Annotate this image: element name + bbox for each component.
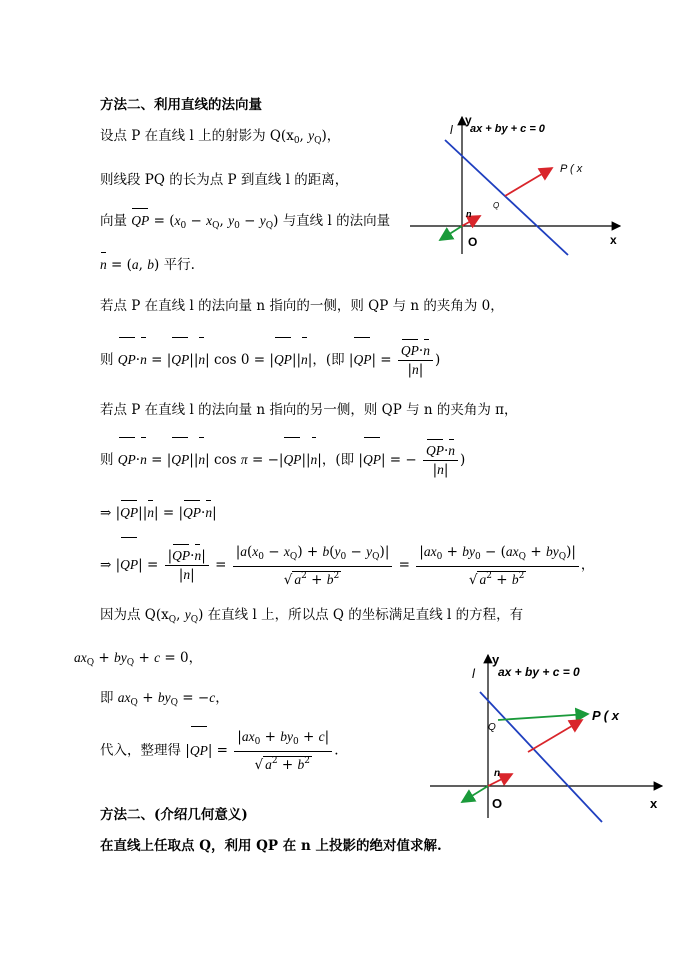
label-q-2: Q xyxy=(488,722,496,733)
label-p-2: P ( x xyxy=(592,708,619,723)
qp-green-arrow xyxy=(498,714,588,720)
section-heading-2: 方法二、(介绍几何意义) xyxy=(100,807,248,823)
label-x-2: x xyxy=(650,796,658,811)
text-projection: 设点 P 在直线 l 上的射影为 Q(x xyxy=(100,128,294,144)
label-y: y xyxy=(465,113,472,127)
label-l-2: l xyxy=(472,666,475,681)
formula-cospi: 则 QP·n = |QP||n| cos π = −|QP||n|，(即 |QP| = − $\frac{QP\cdot n}{|n|}$ ) xyxy=(100,440,465,480)
label-equation-2: ax + by + c = 0 xyxy=(498,665,580,679)
label-x: x xyxy=(610,233,617,247)
qp-arrow xyxy=(505,168,552,196)
paragraph-vector-qp: 向量 QP = ($x_0 - x_Q$, $y_0 - y_Q$) 与直线 l 的法向量 xyxy=(100,213,391,231)
paragraph-same-side: 若点 P 在直线 l 的法向量 n 指向的一侧，则 QP 与 n 的夹角为 0， xyxy=(100,298,504,314)
text-normal-vector: 与直线 l 的法向量 xyxy=(282,213,391,229)
section-heading-1: 方法二、利用直线的法向量 xyxy=(100,97,262,113)
diagram-1 xyxy=(410,112,635,262)
label-l: l xyxy=(450,123,453,137)
label-n-2: n xyxy=(494,768,501,779)
text-ji: 即 xyxy=(100,690,114,706)
label-p: P ( x xyxy=(560,163,583,175)
text-substitute: 代入，整理得 xyxy=(100,742,181,759)
paragraph-method-summary: 在直线上任取点 Q，利用 QP 在 n 上投影的绝对值求解. xyxy=(100,838,442,854)
label-q: Q xyxy=(493,201,500,210)
label-y-2: y xyxy=(492,652,500,667)
paragraph-parallel: n = (a, b) 平行. xyxy=(100,257,195,273)
text-satisfies: ) 在直线 l 上，所以点 Q 的坐标满足直线 l 的方程，有 xyxy=(198,607,524,623)
paragraph-projection: 设点 P 在直线 l 上的射影为 $Q(x_0$, $y_Q$)， xyxy=(100,128,341,146)
text-because: 因为点 Q(x xyxy=(100,607,169,623)
green-arrow xyxy=(440,226,462,240)
diagram-2 xyxy=(430,650,675,825)
text-vector: 向量 xyxy=(100,213,127,229)
qp-red-arrow xyxy=(528,720,582,752)
formula-final: 代入，整理得 |QP| = $\frac{|ax_0 + by_0 + c|}{√ a^2 + b^2}$ . xyxy=(100,729,339,773)
formula-line-eq-q: $ax_Q + by_Q + c = 0$， xyxy=(74,650,203,668)
line-l xyxy=(445,140,568,255)
formula-distance-derivation: ⇒ |QP| = $\frac{|QP\cdot n|}{|n|}$ = $\frac{|a(x_0 - x_Q) + b(y_0 - y_Q)|}{√ a^2 + b^2}$ = $\frac{|ax_0 + by_0 - (ax_Q + by_Q)|}{√ a^2 + b^2}$ ， xyxy=(100,540,594,590)
paragraph-q-on-line: 因为点 $Q(x_Q$, $y_Q$) 在直线 l 上，所以点 Q 的坐标满足直线 l 的方程，有 xyxy=(100,607,524,625)
text-parallel: 平行. xyxy=(163,257,195,273)
text-ax: ax xyxy=(74,650,87,665)
label-origin-2: O xyxy=(492,796,503,811)
green-arrow-2 xyxy=(462,786,488,802)
paragraph-other-side: 若点 P 在直线 l 的法向量 n 指向的另一侧，则 QP 与 n 的夹角为 π， xyxy=(100,402,518,418)
label-equation: ax + by + c = 0 xyxy=(470,123,545,135)
paragraph-pq-length: 则线段 PQ 的长为点 P 到直线 l 的距离， xyxy=(100,172,349,188)
label-n: n xyxy=(466,209,472,219)
formula-abs-equality: ⇒ |QP||n| = |QP·n| xyxy=(100,505,217,521)
formula-ax-by: 即 $ax_Q + by_Q = -c$， xyxy=(100,690,229,708)
formula-cos0: 则 QP·n = |QP||n| cos 0 = |QP||n|，(即 |QP| = $\frac{QP\cdot n}{|n|}$ ) xyxy=(100,340,440,380)
label-origin: O xyxy=(468,235,478,249)
